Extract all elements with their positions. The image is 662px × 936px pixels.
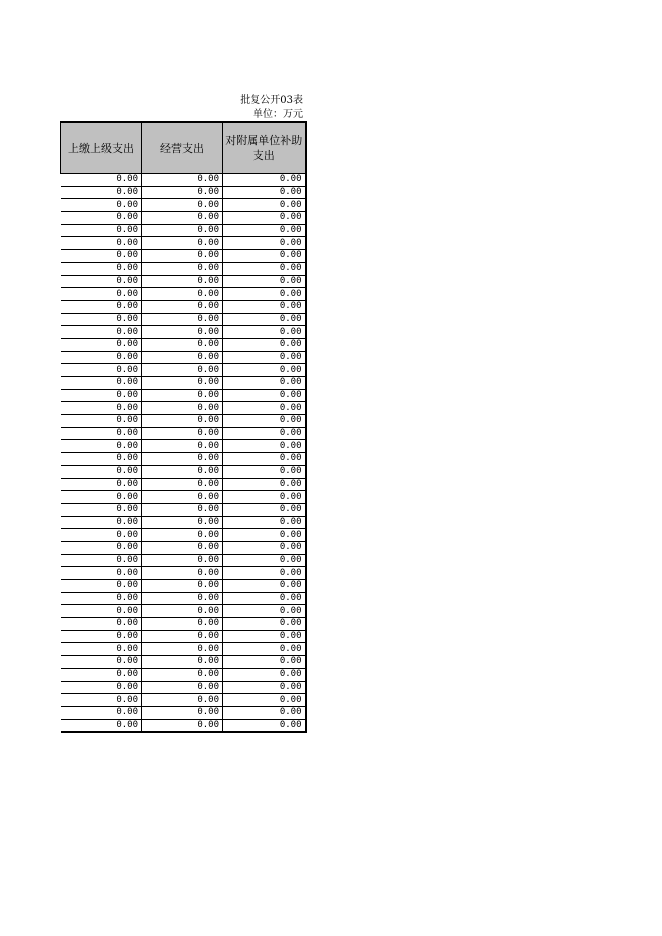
table-cell: 0.00: [142, 719, 223, 732]
table-cell: 0.00: [223, 453, 306, 466]
table-row: [61, 630, 306, 643]
table-cell: 0.00: [223, 199, 306, 212]
table-cell: 0.00: [223, 567, 306, 580]
table-cell: 0.00: [223, 415, 306, 428]
table-cell: 0.00: [61, 681, 142, 694]
table-cell: 0.00: [142, 326, 223, 339]
table-row: [61, 694, 306, 707]
table-cell: 0.00: [61, 224, 142, 237]
table-cell: 0.00: [142, 237, 223, 250]
table-row: [61, 262, 306, 275]
table-cell: 0.00: [223, 338, 306, 351]
table-cell: 0.00: [61, 478, 142, 491]
table-row: [61, 503, 306, 516]
table-cell: 0.00: [61, 605, 142, 618]
table-cell: 0.00: [142, 453, 223, 466]
table-cell: 0.00: [223, 440, 306, 453]
table-cell: 0.00: [223, 580, 306, 593]
table-row: [61, 427, 306, 440]
table-cell: 0.00: [61, 377, 142, 390]
table-cell: 0.00: [142, 351, 223, 364]
table-cell: 0.00: [142, 503, 223, 516]
table-row: [61, 643, 306, 656]
table-cell: 0.00: [142, 338, 223, 351]
table-cell: 0.00: [223, 694, 306, 707]
table-cell: 0.00: [61, 199, 142, 212]
table-cell: 0.00: [142, 706, 223, 719]
table-cell: 0.00: [142, 529, 223, 542]
table-cell: 0.00: [223, 719, 306, 732]
table-cell: 0.00: [61, 554, 142, 567]
table-row: [61, 313, 306, 326]
table-cell: 0.00: [61, 262, 142, 275]
table-row: [61, 541, 306, 554]
table-cell: 0.00: [223, 224, 306, 237]
table-row: [61, 250, 306, 263]
expenditure-table: [60, 121, 307, 733]
table-cell: 0.00: [61, 719, 142, 732]
table-row: [61, 186, 306, 199]
table-row: [61, 275, 306, 288]
table-cell: 0.00: [142, 465, 223, 478]
table-row: [61, 402, 306, 415]
table-cell: 0.00: [223, 478, 306, 491]
table-cell: 0.00: [223, 186, 306, 199]
table-cell: 0.00: [223, 237, 306, 250]
table-cell: 0.00: [142, 199, 223, 212]
table-row: [61, 478, 306, 491]
table-cell: 0.00: [142, 541, 223, 554]
table-cell: 0.00: [61, 440, 142, 453]
table-row: [61, 656, 306, 669]
table-row: [61, 389, 306, 402]
table-code-label: 批复公开03表: [240, 95, 303, 106]
table-cell: 0.00: [223, 427, 306, 440]
table-body: [61, 174, 306, 733]
table-cell: 0.00: [223, 250, 306, 263]
table-row: [61, 453, 306, 466]
table-cell: 0.00: [223, 326, 306, 339]
table-cell: 0.00: [61, 453, 142, 466]
table-cell: 0.00: [142, 516, 223, 529]
table-cell: 0.00: [223, 377, 306, 390]
table-row: [61, 491, 306, 504]
table-row: [61, 706, 306, 719]
table-cell: 0.00: [61, 338, 142, 351]
table-row: [61, 567, 306, 580]
table-cell: 0.00: [223, 681, 306, 694]
table-cell: 0.00: [142, 478, 223, 491]
table-cell: 0.00: [223, 643, 306, 656]
table-cell: 0.00: [61, 503, 142, 516]
table-cell: 0.00: [223, 313, 306, 326]
table-cell: 0.00: [142, 592, 223, 605]
table-cell: 0.00: [223, 402, 306, 415]
table-cell: 0.00: [61, 174, 142, 187]
table-row: [61, 377, 306, 390]
table-cell: 0.00: [61, 402, 142, 415]
unit-label: 单位：万元: [253, 109, 303, 120]
table-cell: 0.00: [142, 377, 223, 390]
table-cell: 0.00: [223, 491, 306, 504]
table-row: [61, 516, 306, 529]
table-row: [61, 237, 306, 250]
table-cell: 0.00: [142, 186, 223, 199]
table-row: [61, 351, 306, 364]
table-row: [61, 719, 306, 732]
table-cell: 0.00: [142, 262, 223, 275]
table-cell: 0.00: [142, 275, 223, 288]
table-cell: 0.00: [142, 605, 223, 618]
table-row: [61, 174, 306, 187]
table-cell: 0.00: [142, 643, 223, 656]
column-header: 上缴上级支出: [61, 122, 142, 174]
table-cell: 0.00: [223, 554, 306, 567]
table-cell: 0.00: [142, 694, 223, 707]
table-cell: 0.00: [142, 174, 223, 187]
table-row: [61, 592, 306, 605]
table-cell: 0.00: [61, 567, 142, 580]
column-header: 经营支出: [142, 122, 223, 174]
table-cell: 0.00: [142, 440, 223, 453]
table-cell: 0.00: [142, 491, 223, 504]
table-cell: 0.00: [223, 364, 306, 377]
table-cell: 0.00: [61, 694, 142, 707]
table-cell: 0.00: [61, 643, 142, 656]
table-cell: 0.00: [223, 592, 306, 605]
table-cell: 0.00: [223, 668, 306, 681]
table-cell: 0.00: [61, 300, 142, 313]
table-cell: 0.00: [61, 237, 142, 250]
table-cell: 0.00: [223, 541, 306, 554]
table-row: [61, 440, 306, 453]
table-cell: 0.00: [142, 212, 223, 225]
table-row: [61, 199, 306, 212]
table-cell: 0.00: [223, 288, 306, 301]
table-cell: 0.00: [223, 389, 306, 402]
table-cell: 0.00: [223, 174, 306, 187]
table-cell: 0.00: [142, 630, 223, 643]
table-cell: 0.00: [142, 224, 223, 237]
table-cell: 0.00: [61, 250, 142, 263]
table-cell: 0.00: [61, 212, 142, 225]
table-cell: 0.00: [61, 529, 142, 542]
table-cell: 0.00: [142, 364, 223, 377]
table-cell: 0.00: [223, 351, 306, 364]
table-cell: 0.00: [61, 592, 142, 605]
table-cell: 0.00: [61, 656, 142, 669]
table-cell: 0.00: [142, 389, 223, 402]
table-row: [61, 224, 306, 237]
table-cell: 0.00: [61, 516, 142, 529]
table-cell: 0.00: [61, 351, 142, 364]
table-row: [61, 529, 306, 542]
table-header-row: [61, 122, 306, 174]
table-cell: 0.00: [61, 415, 142, 428]
table-row: [61, 415, 306, 428]
table-cell: 0.00: [61, 275, 142, 288]
table-cell: 0.00: [223, 465, 306, 478]
table-cell: 0.00: [223, 706, 306, 719]
table-row: [61, 212, 306, 225]
table-cell: 0.00: [223, 212, 306, 225]
table-cell: 0.00: [223, 275, 306, 288]
table-cell: 0.00: [61, 706, 142, 719]
table-cell: 0.00: [61, 618, 142, 631]
table-row: [61, 465, 306, 478]
table-cell: 0.00: [223, 656, 306, 669]
table-row: [61, 605, 306, 618]
table-cell: 0.00: [142, 656, 223, 669]
table-cell: 0.00: [61, 630, 142, 643]
table-cell: 0.00: [142, 618, 223, 631]
table-cell: 0.00: [142, 580, 223, 593]
table-cell: 0.00: [142, 567, 223, 580]
table-cell: 0.00: [61, 427, 142, 440]
table-cell: 0.00: [61, 541, 142, 554]
table-cell: 0.00: [142, 681, 223, 694]
table-cell: 0.00: [142, 313, 223, 326]
column-header: 对附属单位补助支出: [223, 122, 306, 174]
table-cell: 0.00: [61, 389, 142, 402]
table-cell: 0.00: [223, 300, 306, 313]
table-cell: 0.00: [142, 427, 223, 440]
table-cell: 0.00: [142, 250, 223, 263]
table-cell: 0.00: [142, 415, 223, 428]
table-cell: 0.00: [223, 529, 306, 542]
table-cell: 0.00: [223, 618, 306, 631]
table-cell: 0.00: [61, 288, 142, 301]
table-cell: 0.00: [61, 580, 142, 593]
table-row: [61, 364, 306, 377]
table-cell: 0.00: [61, 313, 142, 326]
table-cell: 0.00: [61, 186, 142, 199]
table-cell: 0.00: [142, 300, 223, 313]
table-row: [61, 580, 306, 593]
table-cell: 0.00: [223, 516, 306, 529]
table-row: [61, 618, 306, 631]
table-cell: 0.00: [223, 630, 306, 643]
table-cell: 0.00: [61, 465, 142, 478]
table-row: [61, 288, 306, 301]
table-cell: 0.00: [61, 364, 142, 377]
table-cell: 0.00: [223, 262, 306, 275]
table-cell: 0.00: [61, 326, 142, 339]
table-row: [61, 338, 306, 351]
table-cell: 0.00: [61, 491, 142, 504]
table-cell: 0.00: [142, 288, 223, 301]
table-cell: 0.00: [142, 554, 223, 567]
table-cell: 0.00: [223, 605, 306, 618]
table-row: [61, 681, 306, 694]
table-row: [61, 300, 306, 313]
table-cell: 0.00: [61, 668, 142, 681]
table-cell: 0.00: [223, 503, 306, 516]
table-row: [61, 326, 306, 339]
table-cell: 0.00: [142, 402, 223, 415]
table-row: [61, 554, 306, 567]
table-row: [61, 668, 306, 681]
table-cell: 0.00: [142, 668, 223, 681]
